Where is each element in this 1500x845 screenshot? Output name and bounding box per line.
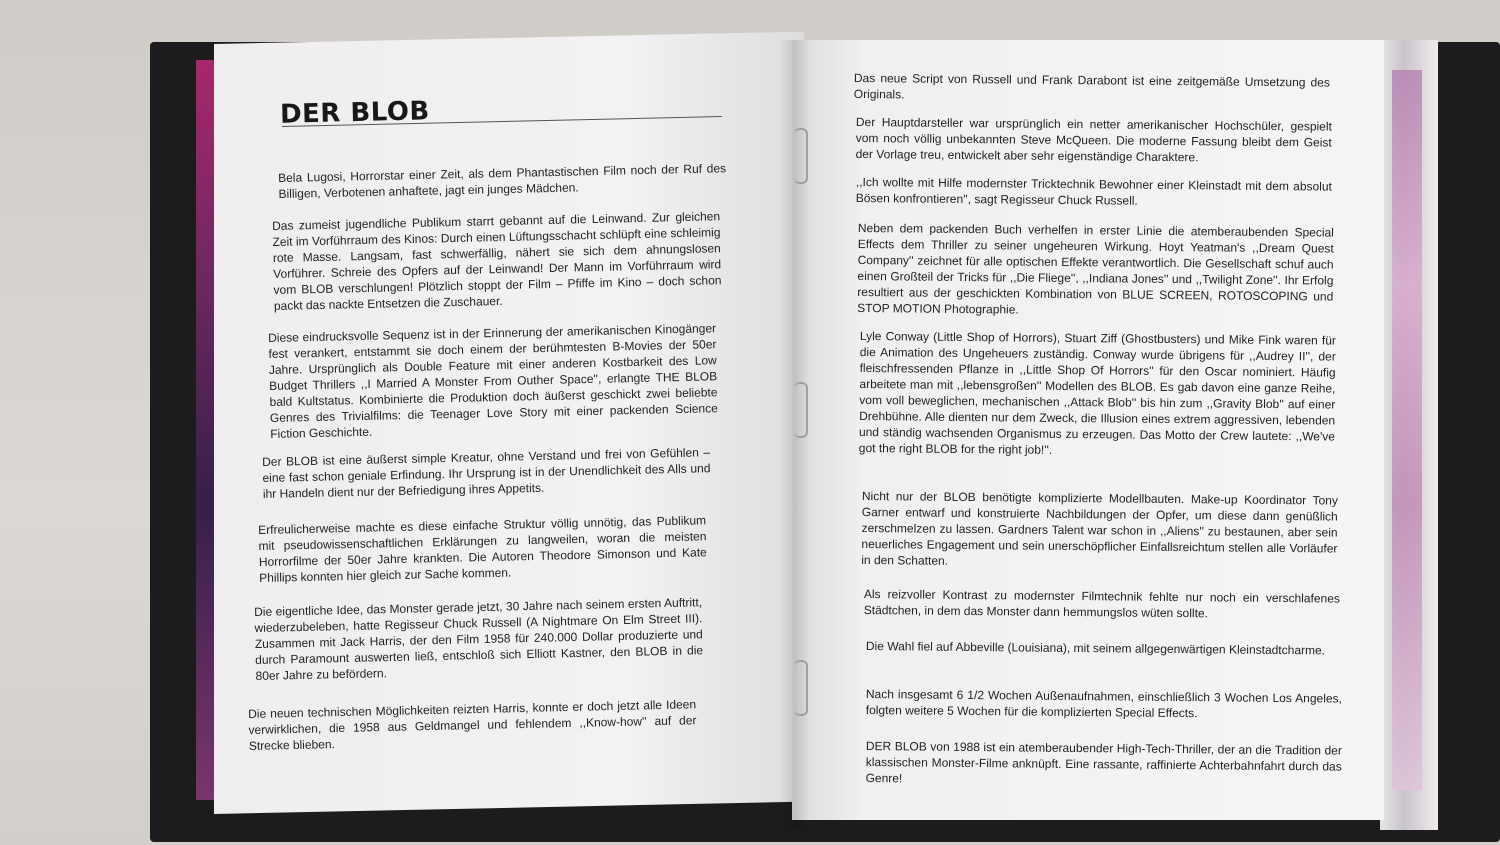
- paragraph: Bela Lugosi, Horrorstar einer Zeit, als dem Phantastischen Film noch der Ruf des Billigen, Verbotenen anhaftete, jagt ein junges Mädchen.: [278, 161, 727, 201]
- paragraph: Die eigentliche Idee, das Monster gerade jetzt, 30 Jahre nach seinem ersten Auftritt, wiederzubeleben, hatte Regisseur Chuck Russell (A Nightmare On Elm Street III). Zusammen mit Jack Harris, der den Film 1958 für 240.000 Dollar produzierte und durch Paramount auswerten ließ, entschloß sich Elliott Kastner, den BLOB in die 80er Jahre zu befördern.: [254, 595, 704, 683]
- paragraph: DER BLOB von 1988 ist ein atemberaubender High-Tech-Thriller, der an die Tradition der klassischen Monster-Filme anknüpft. Eine rassante, raffinierte Achterbahnfahrt durch das Genre!: [865, 738, 1342, 786]
- paragraph: Neben dem packenden Buch verhelfen in erster Linie die atemberaubenden Special Effects dem Thriller zu seiner ungeheuren Wirkung. Hoyt Yeatman's ,,Dream Quest Company'' zeichnet für alle optischen Effekte verantwortlich. Die Gesellschaft schuf auch einen Großteil der Tricks für ,,Die Fliege'', ,,Indiana Jones'' und ,,Twilight Zone''. Ihr Erfolg resultiert aus der geschickten Kombination von BLUE SCREEN, ROTOSCOPING und STOP MOTION Photographie.: [857, 220, 1334, 317]
- paragraph: Der Hauptdarsteller war ursprünglich ein netter amerikanischer Hochschüler, gespielt vom noch völlig unbekannten Steve McQueen. Die moderne Fassung bleibt dem Geist der Vorlage treu, entwickelt aber sehr eigenständige Charaktere.: [855, 114, 1332, 165]
- paragraph: Erfreulicherweise machte es diese einfache Struktur völlig unnötig, das Publikum mit pseudowissenschaftlichen Erklärungen zu langweilen, woran die meisten Horrorfilme der 50er Jahre krankten. Die Autoren Theodore Simonson und Kate Phillips konnten hier gleich zur Sache kommen.: [258, 513, 707, 585]
- staple: [794, 382, 808, 438]
- paragraph: Nach insgesamt 6 1/2 Wochen Außenaufnahmen, einschließlich 3 Wochen Los Angeles, folgten weitere 5 Wochen für die komplizierten Special Effects.: [865, 686, 1342, 721]
- paragraph: Nicht nur der BLOB benötigte komplizierte Modellbauten. Make-up Koordinator Tony Garner entwarf und konstruierte Nachbildungen der Opfer, um diese dann genüßlich zerschmelzen zu lassen. Gardners Talent war schon in ,,Aliens'' zu bestaunen, aber sein neuerliches Engagement und sein unerschöpflicher Einfallsreichtum stellen alle Vorläufer in den Schatten.: [861, 488, 1338, 568]
- paragraph: Die Wahl fiel auf Abbeville (Louisiana), mit seinem allgegenwärtigen Kleinstadtcharme.: [865, 638, 1326, 658]
- paragraph: Die neuen technischen Möglichkeiten reizten Harris, konnte er doch jetzt alle Ideen verwirklichen, die 1958 aus Geldmangel und fehlendem ,,Know-how'' auf der Strecke blieben.: [248, 697, 697, 753]
- paragraph: Das neue Script von Russell und Frank Darabont ist eine zeitgemäße Umsetzung des Originals.: [853, 70, 1330, 102]
- paragraph: Diese eindrucksvolle Sequenz ist in der Erinnerung der amerikanischen Kinogänger fest verankert, entstammt sie doch einem der berühmtesten B-Movies der 50er Jahre. Ursprünglich als Double Feature mit einer anderen Kostbarkeit des Low Budget Thrillers ,,I Married A Monster From Outher Space'', erlangte THE BLOB bald Kultstatus. Kombinierte die Produktion doch äußerst geschickt zwei beliebte Genres des Trivialfilms: die Teenager Love Story mit einer packenden Science Fiction Geschichte.: [268, 321, 718, 441]
- paragraph: ,,Ich wollte mit Hilfe modernster Tricktechnik Bewohner einer Kleinstadt mit dem absolut Bösen konfrontieren'', sagt Regisseur Chuck Russell.: [855, 174, 1332, 208]
- staple: [794, 128, 808, 184]
- staple: [794, 660, 808, 716]
- page-title: DER BLOB: [279, 96, 431, 130]
- cover-artwork-edge: [1392, 70, 1422, 790]
- paragraph: Das zumeist jugendliche Publikum starrt gebannt auf die Leinwand. Zur gleichen Zeit im Vorführraum des Kinos: Durch einen Lüftungsschacht schlüpft eine schleimig rote Masse. Langsam, fast schwerfällig, nähert sie sich dem ahnungslosen Vorführer. Schreie des Opfers auf der Leinwand! Der Mann im Vorführraum wird vom BLOB verschlungen! Plötzlich stoppt der Film – Pfiffe im Kino – doch schon packt das nackte Entsetzen die Zuschauer.: [272, 209, 722, 313]
- paragraph: Lyle Conway (Little Shop of Horrors), Stuart Ziff (Ghostbusters) und Mike Fink waren für die Animation des Ungeheuers zuständig. Conway wurde übrigens für ,,Audrey II'', der fleischfressenden Pflanze in ,,Little Shop Of Horrors'' für den Oscar nominiert. Häufig arbeitete man mit ,,lebensgroßen'' Modellen des BLOB. Es gab davon eine ganze Reihe, vom voll beweglichen, mechanischen ,,Attack Blob'' bis hin zum ,,Gravity Blob'' auf einer Drehbühne. Alle dienten nur dem Zweck, die Illusion eines extrem aggressiven, lebenden und ständig wachsenden Organismus zu erzeugen. Das Motto der Crew lautete: ,,We've got the right BLOB for the right job!''.: [858, 328, 1336, 457]
- paragraph: Der BLOB ist eine äußerst simple Kreatur, ohne Verstand und frei von Gefühlen – eine fast schon geniale Erfindung. Ihr Ursprung ist in der Unendlichkeit des Alls und ihr Handeln dient nur der Befriedigung ihres Appetits.: [262, 445, 711, 501]
- paragraph: Als reizvoller Kontrast zu modernster Filmtechnik fehlte nur noch ein verschlafenes Städtchen, in dem das Monster dann hemmungslos wüten sollte.: [863, 586, 1340, 621]
